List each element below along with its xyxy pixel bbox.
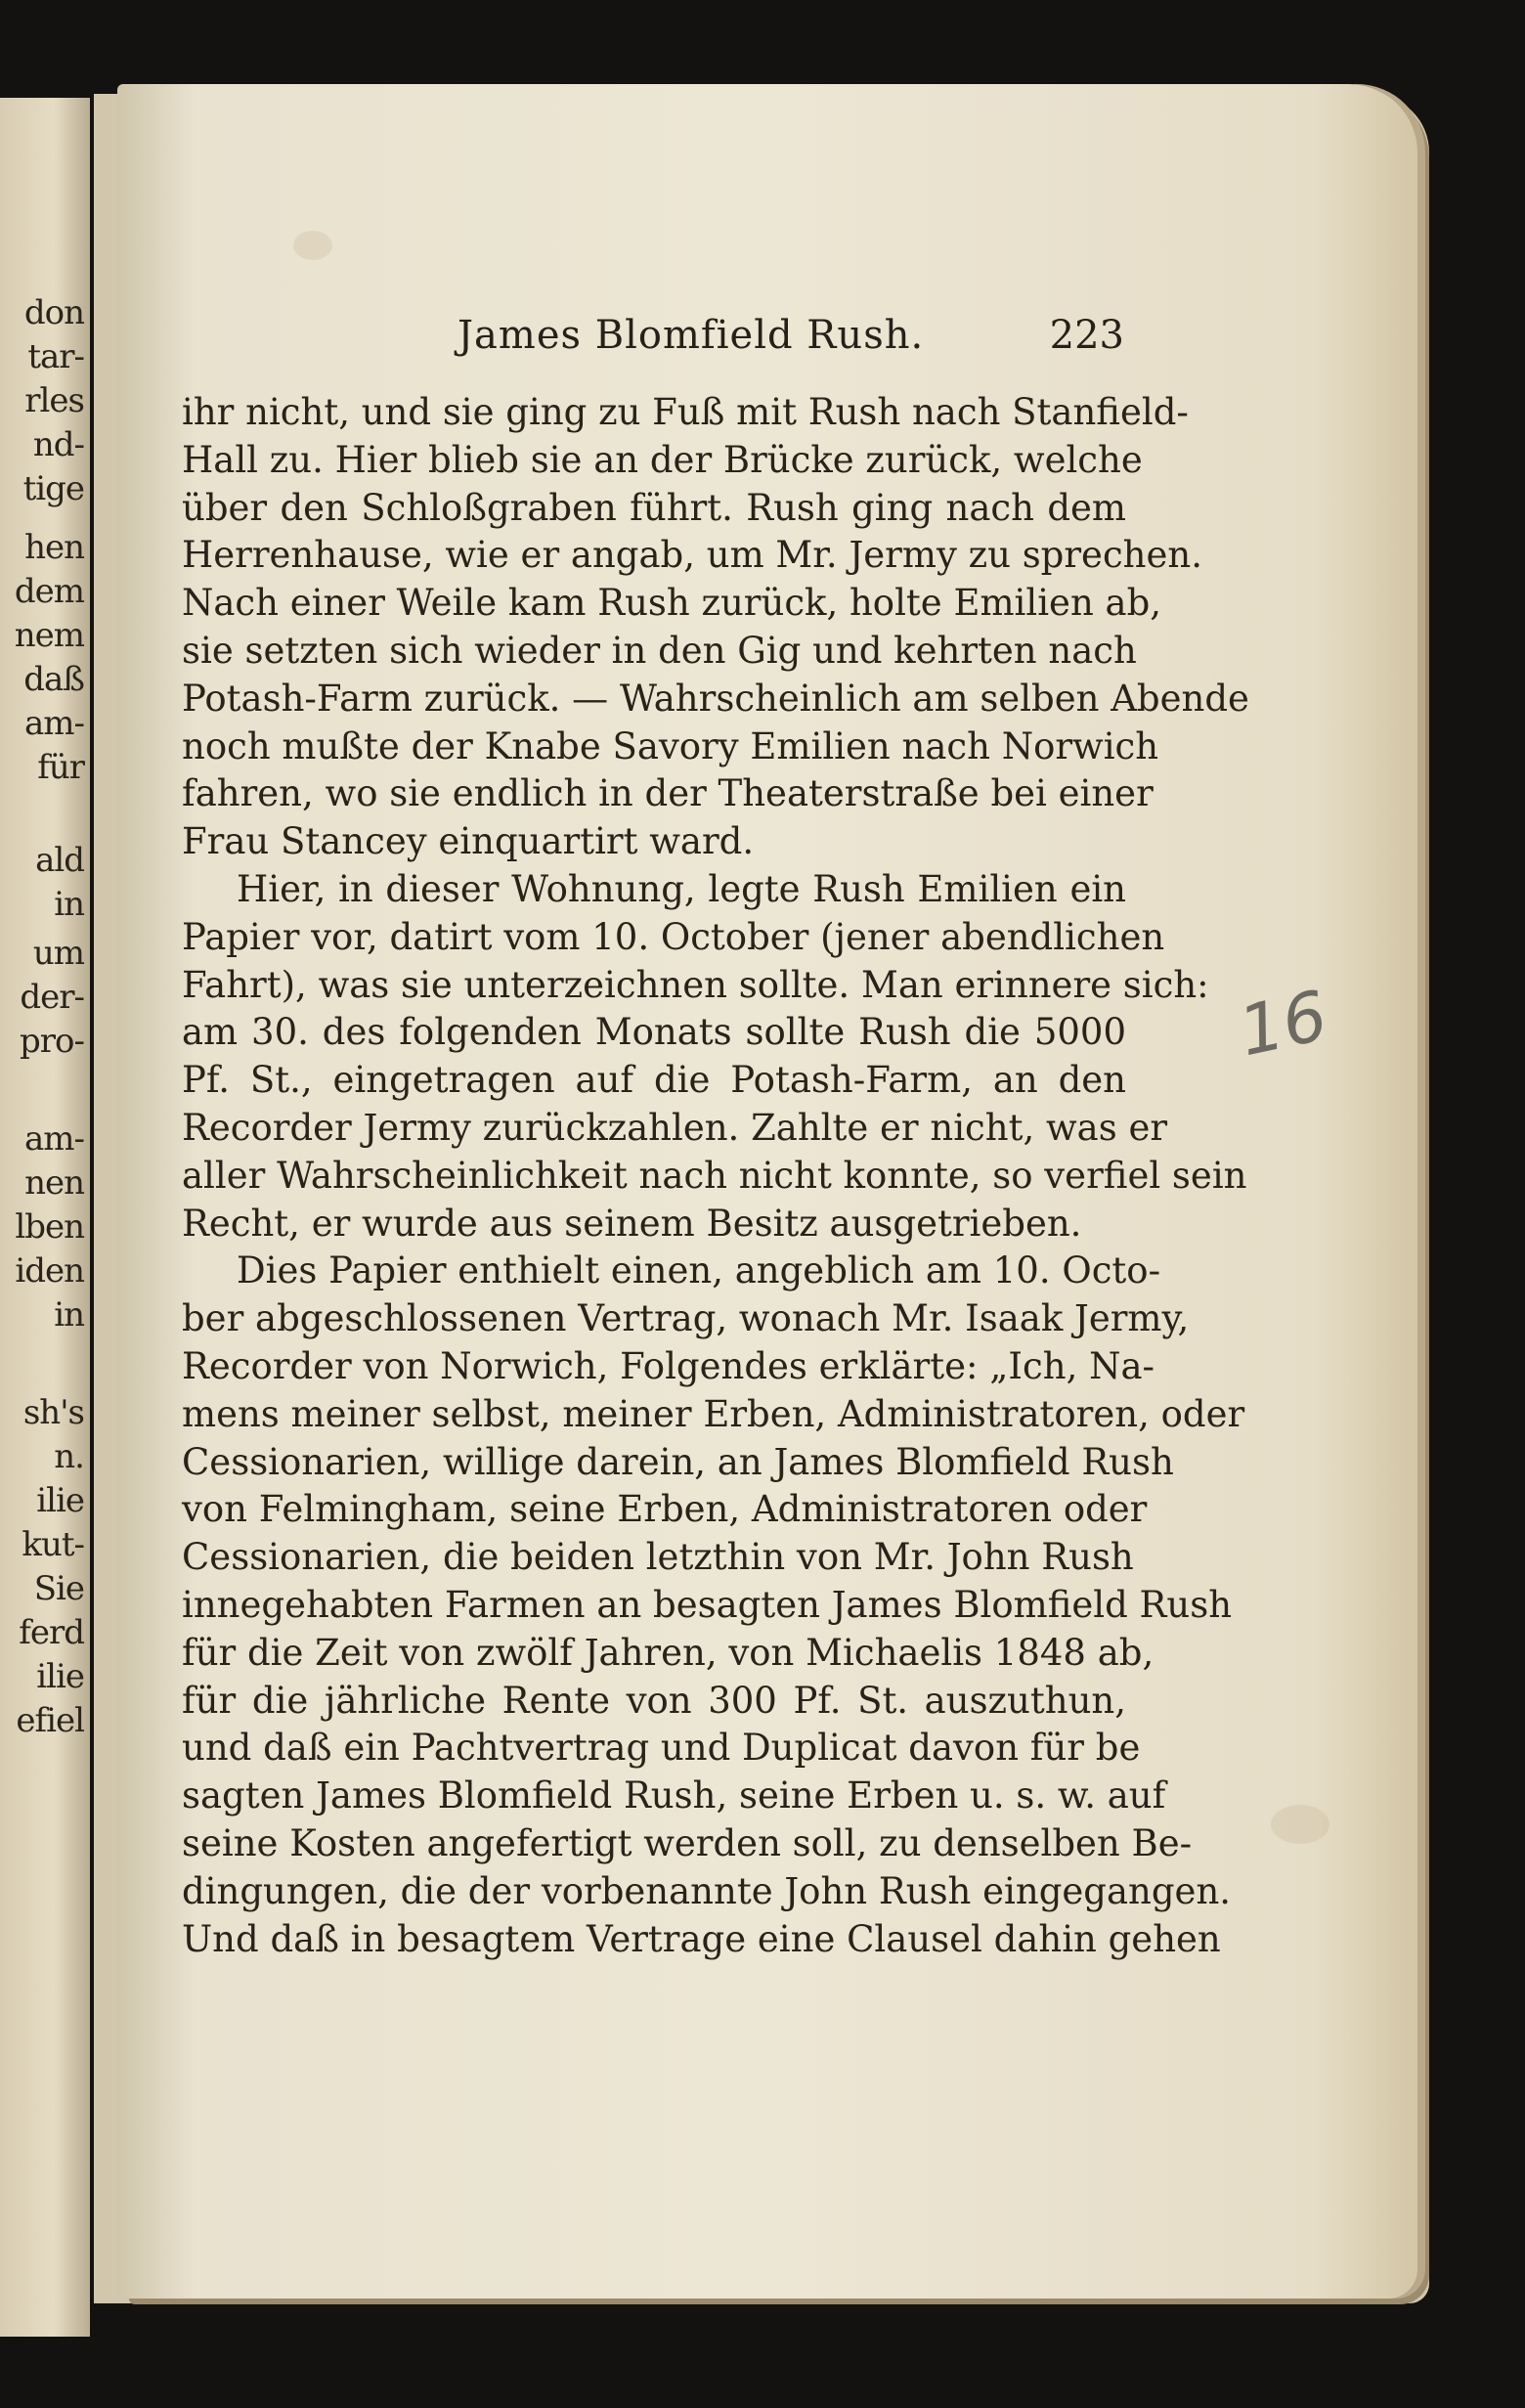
- text-line: Recorder von Norwich, Folgendes erklärte: „Ich, Na-: [182, 1344, 1155, 1387]
- left-page-fragment: ferd: [19, 1613, 84, 1652]
- left-page-fragment: ilie: [36, 1481, 84, 1520]
- left-page-edge: [0, 98, 90, 2337]
- text-line: innegehabten Farmen an besagten James Blomfield Rush: [182, 1583, 1233, 1626]
- left-page-fragment: um: [32, 934, 84, 973]
- text-line: sie setzten sich wieder in den Gig und kehrten nach: [182, 629, 1137, 672]
- text-line: Potash-Farm zurück. — Wahrscheinlich am selben Abende: [182, 677, 1249, 720]
- text-line: für die jährliche Rente von 300 Pf. St. auszuthun,: [182, 1679, 1126, 1722]
- left-page-fragment: daß: [23, 660, 84, 699]
- left-page-fragment: lben: [15, 1207, 84, 1247]
- text-line: ber abgeschlossenen Vertrag, wonach Mr. Isaak Jermy,: [182, 1297, 1190, 1340]
- left-page-fragment: efiel: [16, 1701, 84, 1740]
- text-line: Und daß in besagtem Vertrage eine Clausel dahin gehen: [182, 1917, 1221, 1960]
- text-line: am 30. des folgenden Monats sollte Rush die 5000: [182, 1011, 1126, 1054]
- text-line: Pf. St., eingetragen auf die Potash-Farm, an den: [182, 1059, 1126, 1102]
- text-line: Dies Papier enthielt einen, angeblich am 10. Octo-: [237, 1249, 1161, 1292]
- paper-stain: [1271, 1805, 1329, 1844]
- page-header: [184, 313, 1124, 372]
- left-page-fragment: nem: [14, 616, 84, 655]
- text-line: noch mußte der Knabe Savory Emilien nach Norwich: [182, 724, 1159, 767]
- text-line: seine Kosten angefertigt werden soll, zu denselben Be-: [182, 1821, 1193, 1864]
- left-page-fragment: sh's: [22, 1393, 84, 1432]
- text-line: Fahrt), was sie unterzeichnen sollte. Man erinnere sich:: [182, 963, 1209, 1006]
- left-page-fragment: in: [54, 885, 84, 924]
- text-line: Hier, in dieser Wohnung, legte Rush Emilien ein: [237, 867, 1126, 910]
- text-line: von Felmingham, seine Erben, Administratoren oder: [182, 1488, 1148, 1531]
- left-page-fragment: pro-: [20, 1022, 84, 1061]
- text-line: Cessionarien, willige darein, an James Blomfield Rush: [182, 1440, 1174, 1483]
- text-line: Frau Stancey einquartirt ward.: [182, 820, 755, 863]
- text-line: ihr nicht, und sie ging zu Fuß mit Rush nach Stanfield-: [182, 391, 1189, 433]
- left-page-fragment: der-: [20, 978, 84, 1017]
- text-line: über den Schloßgraben führt. Rush ging nach dem: [182, 486, 1126, 529]
- paper-stain: [293, 231, 332, 260]
- left-page-fragment: n.: [54, 1437, 84, 1476]
- text-line: dingungen, die der vorbenannte John Rush eingegangen.: [182, 1869, 1232, 1912]
- text-line: Hall zu. Hier blieb sie an der Brücke zurück, welche: [182, 438, 1143, 481]
- text-line: Recorder Jermy zurückzahlen. Zahlte er nicht, was er: [182, 1106, 1168, 1149]
- left-page-fragment: nen: [24, 1163, 84, 1203]
- left-page-fragment: dem: [14, 572, 84, 611]
- left-page-fragment: in: [54, 1295, 84, 1335]
- text-line: Nach einer Weile kam Rush zurück, holte Emilien ab,: [182, 582, 1162, 625]
- text-line: sagten James Blomfield Rush, seine Erben u. s. w. auf: [182, 1774, 1166, 1817]
- text-line: mens meiner selbst, meiner Erben, Administratoren, oder: [182, 1392, 1245, 1435]
- text-line: und daß ein Pachtvertrag und Duplicat davon für be: [182, 1727, 1141, 1770]
- left-page-fragment: tige: [22, 469, 84, 508]
- text-line: fahren, wo sie endlich in der Theaterstraße bei einer: [182, 772, 1154, 815]
- body-text: [182, 389, 1249, 1963]
- left-page-fragment: ilie: [36, 1657, 84, 1696]
- left-page-fragment: rles: [24, 381, 84, 420]
- running-title: James Blomfield Rush.: [458, 313, 925, 358]
- text-line: aller Wahrscheinlichkeit nach nicht konnte, so verfiel sein: [182, 1154, 1247, 1197]
- text-line: Cessionarien, die beiden letzthin von Mr. John Rush: [182, 1536, 1134, 1579]
- left-page-fragment: tar-: [27, 337, 84, 376]
- left-page-fragment: don: [23, 293, 84, 332]
- margin-pencil-note: 16: [1232, 975, 1334, 1073]
- left-page-fragment: nd-: [32, 425, 84, 464]
- text-line: Recht, er wurde aus seinem Besitz ausgetrieben.: [182, 1202, 1082, 1245]
- left-page-fragment: kut-: [22, 1525, 84, 1564]
- left-page-fragment: hen: [24, 528, 84, 567]
- page-number: 223: [1049, 313, 1124, 358]
- text-line: Papier vor, datirt vom 10. October (jener abendlichen: [182, 915, 1165, 958]
- left-page-fragment: für: [37, 748, 84, 787]
- left-page-fragment: am-: [24, 1119, 84, 1159]
- left-page-fragment: am-: [24, 704, 84, 743]
- text-line: Herrenhause, wie er angab, um Mr. Jermy zu sprechen.: [182, 534, 1202, 577]
- text-line: für die Zeit von zwölf Jahren, von Michaelis 1848 ab,: [182, 1631, 1155, 1674]
- left-page-fragment: ald: [35, 841, 84, 880]
- left-page-fragment: Sie: [33, 1569, 84, 1608]
- left-page-fragment: iden: [15, 1251, 84, 1291]
